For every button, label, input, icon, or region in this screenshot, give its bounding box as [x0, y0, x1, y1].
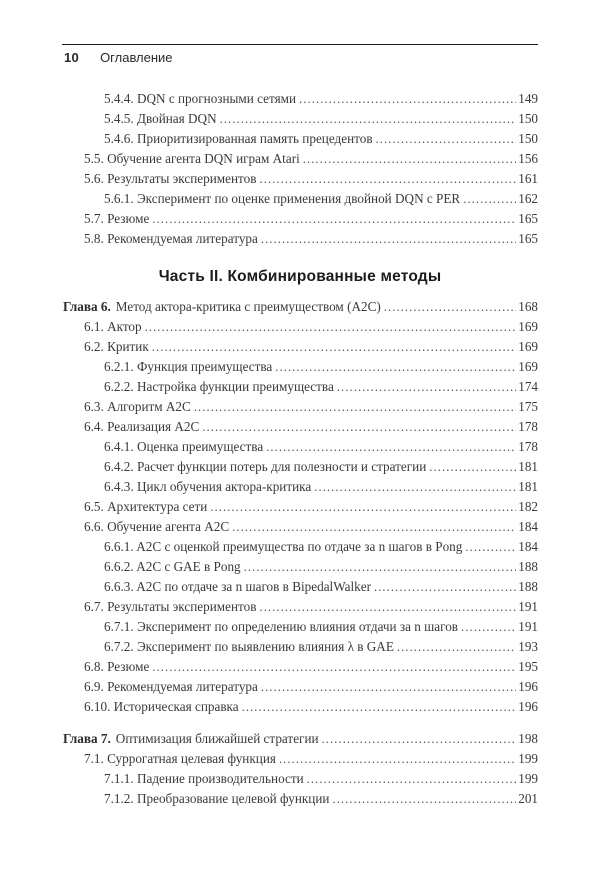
- toc-entry-page: 191: [518, 619, 538, 634]
- toc-entry: [62, 317, 538, 337]
- toc-entry-page: 181: [518, 479, 538, 494]
- toc-entry-title: 6.9. Рекомендуемая литература: [84, 679, 258, 694]
- toc-entry-title: 5.5. Обучение агента DQN играм Atari: [84, 151, 300, 166]
- toc-entry-title: 6.7.2. Эксперимент по выявлению влияния λ в GAE: [104, 639, 394, 654]
- toc-entry: [62, 357, 538, 377]
- dot-leader: [303, 149, 516, 169]
- dot-leader: [152, 209, 516, 229]
- toc-entry: [62, 577, 538, 597]
- toc-entry-title: 6.4. Реализация A2C: [84, 419, 200, 434]
- toc-entry: [62, 337, 538, 357]
- book-page: [0, 44, 600, 892]
- toc-entry-title: 6.4.3. Цикл обучения актора-критика: [104, 479, 312, 494]
- header-rule: [62, 44, 538, 45]
- toc-entry: [62, 749, 538, 769]
- dot-leader: [145, 317, 517, 337]
- dot-leader: [279, 749, 516, 769]
- running-header: [62, 44, 538, 66]
- toc-entry-title: 5.4.6. Приоритизированная память прецедентов: [104, 131, 373, 146]
- toc-entry: [62, 789, 538, 809]
- toc-entry-title: Оптимизация ближайшей стратегии: [115, 731, 319, 746]
- toc-entry: [62, 477, 538, 497]
- toc-entry: [62, 417, 538, 437]
- dot-leader: [259, 597, 516, 617]
- toc-entry-page: 191: [518, 599, 538, 614]
- toc-list: [62, 89, 538, 809]
- dot-leader: [202, 417, 516, 437]
- dot-leader: [384, 297, 516, 317]
- toc-entry-page: 165: [518, 211, 538, 226]
- toc-entry-title: 6.8. Резюме: [84, 659, 150, 674]
- toc-entry: [62, 637, 538, 657]
- toc-entry-page: 195: [518, 659, 538, 674]
- toc-entry-page: 201: [518, 791, 538, 806]
- toc-entry-page: 184: [518, 539, 538, 554]
- toc-entry: [62, 437, 538, 457]
- toc-group: [62, 89, 538, 249]
- toc-entry: [62, 209, 538, 229]
- toc-entry-page: 169: [518, 319, 538, 334]
- toc-entry-title: 6.6.1. A2C с оценкой преимущества по отдаче за n шагов в Pong: [104, 539, 463, 554]
- toc-entry-title: 6.10. Историческая справка: [84, 699, 239, 714]
- dot-leader: [259, 169, 516, 189]
- toc-entry-page: 169: [518, 359, 538, 374]
- toc-entry-title: 6.7. Результаты экспериментов: [84, 599, 257, 614]
- toc-entry-page: 161: [518, 171, 538, 186]
- toc-entry-title: 6.4.2. Расчет функции потерь для полезности и стратегии: [104, 459, 427, 474]
- toc-entry-title: 6.2.2. Настройка функции преимущества: [104, 379, 334, 394]
- toc-entry-title: 6.3. Алгоритм A2C: [84, 399, 191, 414]
- toc-entry-page: 182: [518, 499, 538, 514]
- toc-entry-title: 6.5. Архитектура сети: [84, 499, 208, 514]
- dot-leader: [210, 497, 516, 517]
- part-title: Часть II. Комбинированные методы: [158, 268, 442, 285]
- toc-entry-title: 6.6.3. A2C по отдаче за n шагов в BipedalWalker: [104, 579, 371, 594]
- toc-entry: [62, 597, 538, 617]
- toc-entry: [62, 517, 538, 537]
- dot-leader: [244, 557, 517, 577]
- dot-leader: [275, 357, 516, 377]
- toc-entry-page: 199: [518, 751, 538, 766]
- toc-entry: [62, 729, 538, 749]
- toc-entry-page: 162: [518, 191, 538, 206]
- dot-leader: [220, 109, 517, 129]
- dot-leader: [429, 457, 516, 477]
- toc-entry-title: 6.2.1. Функция преимущества: [104, 359, 273, 374]
- dot-leader: [152, 657, 516, 677]
- dot-leader: [299, 89, 516, 109]
- toc-entry-title: 5.8. Рекомендуемая литература: [84, 231, 258, 246]
- toc-entry-title: Метод актора-критика с преимуществом (A2C): [115, 299, 381, 314]
- toc-entry-title: 6.4.1. Оценка преимущества: [104, 439, 264, 454]
- toc-entry-title: 7.1. Суррогатная целевая функция: [84, 751, 276, 766]
- toc-entry-title: 6.6. Обучение агента A2C: [84, 519, 230, 534]
- toc-entry: [62, 457, 538, 477]
- dot-leader: [261, 677, 516, 697]
- toc-entry-page: 169: [518, 339, 538, 354]
- toc-entry-page: 174: [518, 379, 538, 394]
- toc-entry-title: 5.7. Резюме: [84, 211, 150, 226]
- dot-leader: [463, 189, 516, 209]
- toc-entry-title: 5.4.4. DQN с прогнозными сетями: [104, 91, 297, 106]
- toc-entry: [62, 677, 538, 697]
- toc-entry-title: 5.6.1. Эксперимент по оценке применения двойной DQN с PER: [104, 191, 461, 206]
- toc-entry-title: 5.4.5. Двойная DQN: [104, 111, 217, 126]
- toc-entry-page: 150: [518, 131, 538, 146]
- toc-entry-title: 6.7.1. Эксперимент по определению влияния отдачи за n шагов: [104, 619, 459, 634]
- page-number: 10: [64, 50, 80, 65]
- toc-entry-title: 5.6. Результаты экспериментов: [84, 171, 257, 186]
- toc-entry-title: 7.1.2. Преобразование целевой функции: [104, 791, 330, 806]
- dot-leader: [322, 729, 517, 749]
- chapter-label: Глава 6.: [63, 299, 111, 314]
- dot-leader: [232, 517, 516, 537]
- dot-leader: [461, 617, 516, 637]
- toc-entry-page: 165: [518, 231, 538, 246]
- dot-leader: [266, 437, 516, 457]
- toc-group: [62, 729, 538, 809]
- toc-entry: [62, 129, 538, 149]
- dot-leader: [314, 477, 516, 497]
- dot-leader: [242, 697, 517, 717]
- toc-entry-title: 7.1.1. Падение производительности: [104, 771, 304, 786]
- toc-entry-page: 199: [518, 771, 538, 786]
- toc-entry: [62, 229, 538, 249]
- dot-leader: [376, 129, 517, 149]
- dot-leader: [374, 577, 516, 597]
- toc-entry: [62, 109, 538, 129]
- toc-entry-page: 181: [518, 459, 538, 474]
- toc-entry: [62, 297, 538, 317]
- toc-entry-page: 156: [518, 151, 538, 166]
- toc-entry-title: 6.2. Критик: [84, 339, 149, 354]
- toc-entry: [62, 89, 538, 109]
- dot-leader: [261, 229, 516, 249]
- toc-entry: [62, 657, 538, 677]
- toc-entry: [62, 537, 538, 557]
- toc-entry-page: 193: [518, 639, 538, 654]
- toc-entry: [62, 397, 538, 417]
- toc-entry: [62, 557, 538, 577]
- dot-leader: [332, 789, 516, 809]
- toc-entry-page: 196: [518, 679, 538, 694]
- toc-entry: [62, 189, 538, 209]
- toc-entry: [62, 497, 538, 517]
- dot-leader: [337, 377, 516, 397]
- dot-leader: [465, 537, 516, 557]
- toc-entry: [62, 149, 538, 169]
- toc-entry-page: 188: [518, 559, 538, 574]
- toc-entry-page: 188: [518, 579, 538, 594]
- toc-entry-page: 168: [518, 299, 538, 314]
- toc-entry-page: 150: [518, 111, 538, 126]
- toc-entry: [62, 169, 538, 189]
- toc-entry-page: 198: [518, 731, 538, 746]
- dot-leader: [397, 637, 516, 657]
- toc-entry-title: 6.6.2. A2C с GAE в Pong: [104, 559, 241, 574]
- toc-entry-page: 196: [518, 699, 538, 714]
- toc-entry: [62, 769, 538, 789]
- dot-leader: [194, 397, 516, 417]
- toc-entry-page: 178: [518, 419, 538, 434]
- toc-entry: [62, 377, 538, 397]
- toc-entry-title: 6.1. Актор: [84, 319, 142, 334]
- dot-leader: [152, 337, 516, 357]
- toc-entry: [62, 697, 538, 717]
- running-title: Оглавление: [100, 50, 173, 65]
- toc-group: [62, 297, 538, 717]
- toc-entry-page: 184: [518, 519, 538, 534]
- toc-entry: [62, 617, 538, 637]
- dot-leader: [307, 769, 517, 789]
- chapter-label: Глава 7.: [63, 731, 111, 746]
- toc-entry-page: 149: [518, 91, 538, 106]
- toc-entry-page: 175: [518, 399, 538, 414]
- toc-entry-page: 178: [518, 439, 538, 454]
